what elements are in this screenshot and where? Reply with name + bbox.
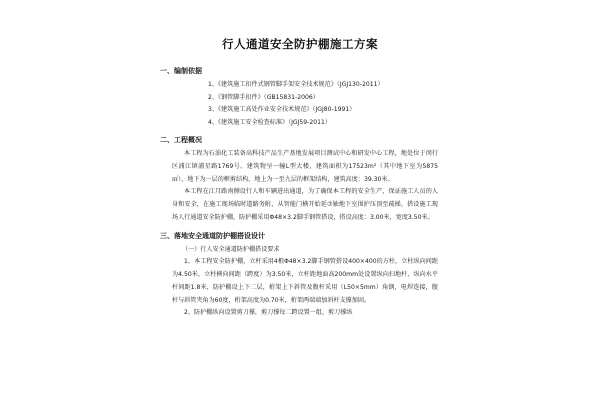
overview-paragraph: 本工程为石油化工装备高科技产品生产基地发展项目测试中心和研发中心工程，地处位于闵行区浦江镇浦星路1769号。建筑物呈一幢L型大楼，建筑面积为17523m²（其中地下室为5875㎡），地下为一层的框剪结构，地上为一至九层的框架结构，建筑高度：39.30米。 xyxy=(172,150,438,183)
design-paragraph: 2、防护棚纵向设置剪刀撑，剪刀撑每二跨设置一组，剪刀撑纵 xyxy=(184,309,353,317)
subsection-heading: （一）行人安全通道防护棚搭设要求 xyxy=(182,245,280,253)
basis-item: 1、《建筑施工扣件式钢管脚手架安全技术规范》（JGJ130-2011） xyxy=(208,81,384,88)
overview-paragraph: 本工程在江月路南侧设行人和车辆进出通道，为了确保本工程的安全生产，保证施工人员的人身和安全，在施工现场临时道路务附，从智能门横开始延⑦轴地下室围护压顶至疏梯，搭设施工现场人行通道安全防护棚，防护棚采用Φ48×3.2脚手钢管搭设，搭设高度：3.00米，宽度3.50米。 xyxy=(172,188,438,221)
document-title: 行人通道安全防护棚施工方案 xyxy=(222,37,378,51)
basis-item: 2、《钢管脚手扣件》（GB15831-2006） xyxy=(208,93,319,101)
basis-item: 4、《建筑施工安全检查标准》（JGJ59-2011） xyxy=(208,118,331,126)
section-heading-basis: 一、编制依据 xyxy=(160,67,202,75)
basis-item: 3、《建筑施工高处作业安全技术规范》（JGJ80-1991） xyxy=(208,106,356,113)
section-heading-overview: 二、工程概况 xyxy=(160,136,202,144)
section-heading-design: 三、落地安全通道防护棚搭设设计 xyxy=(160,231,265,240)
document-page xyxy=(150,18,450,400)
design-paragraph: 1、本工程安全防护棚，立杆采用4根Φ48×3.2脚手钢管搭设400×400的方柱，立柱纵向间距为4.50米，立柱横向间距（跨度）为3.50米，立杆距地面高200mm处设置纵向扫地杆，纵向水平杆间距1.8米，防护棚设上下二层，桁架上下斜管及腹杆采用（L50×5mm）角钢，电焊连接，腹杆与斜管夹角为60度，桁架高度为0.70米，桁架两端端加斜杆支撑加固。 xyxy=(172,258,438,304)
